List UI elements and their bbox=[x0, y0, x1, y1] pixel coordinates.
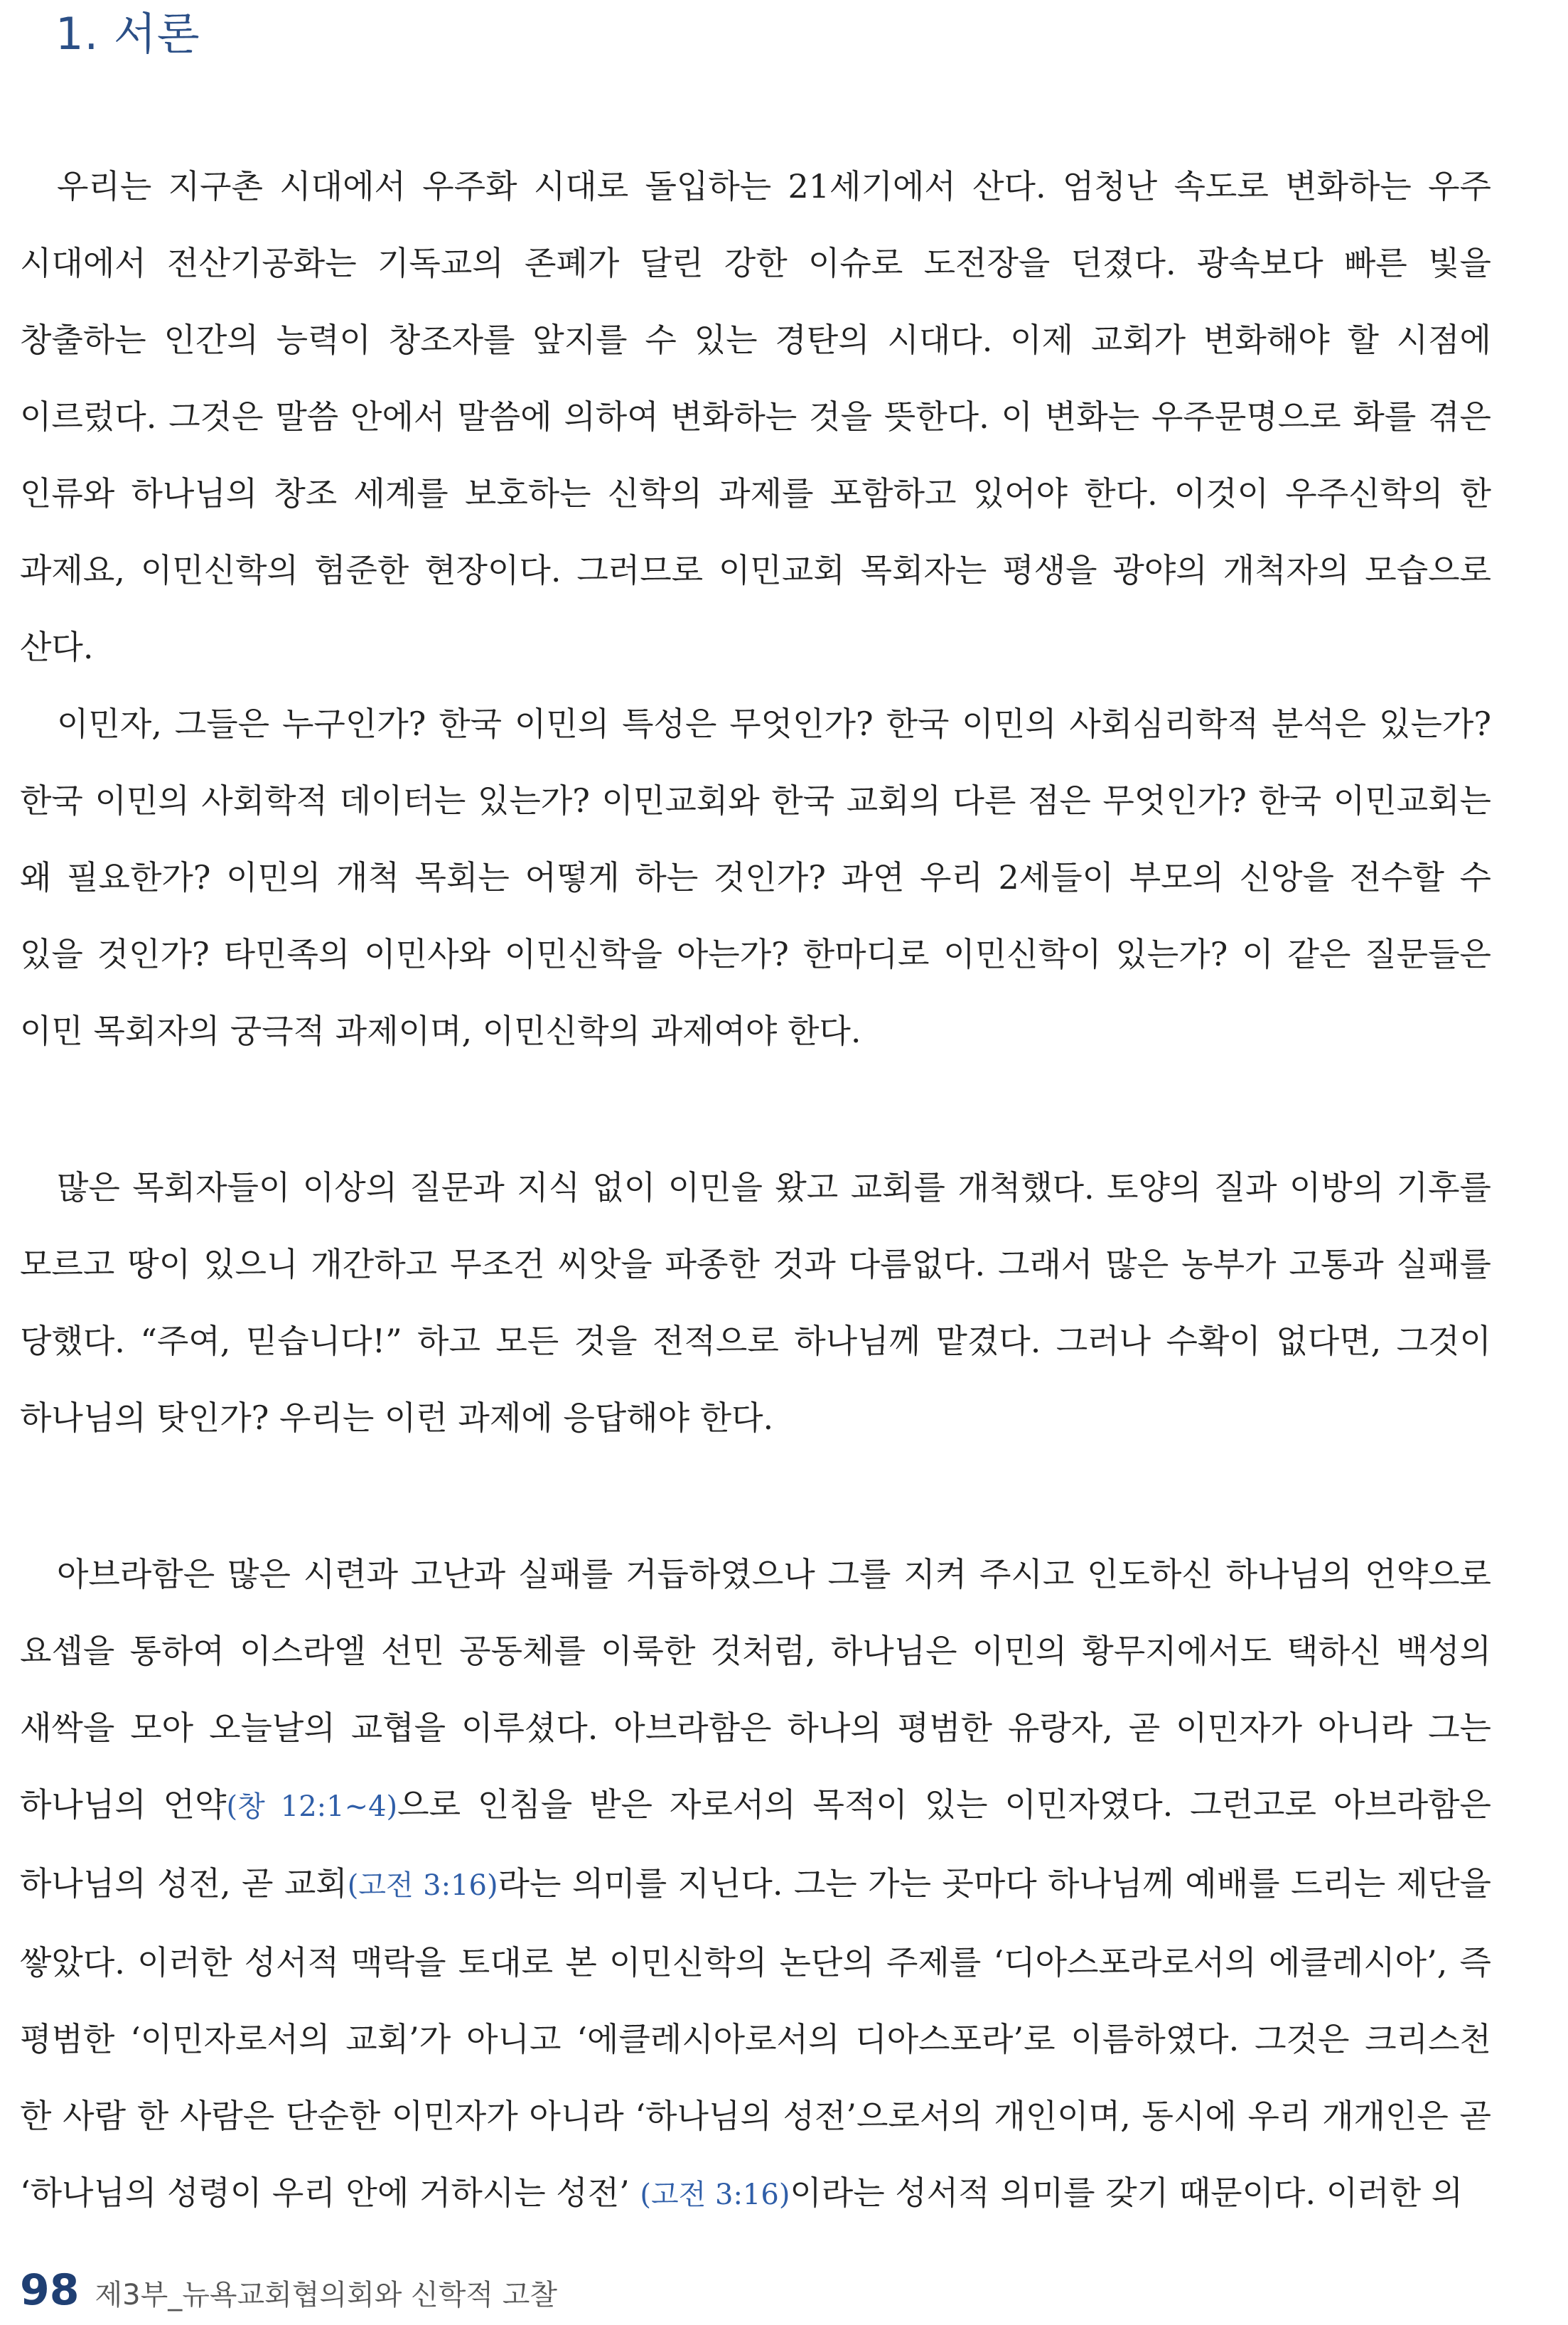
running-head: 제3부_뉴욕교회협의회와 신학적 고찰 bbox=[95, 2279, 557, 2311]
section-title: 1. 서론 bbox=[55, 8, 200, 60]
scripture-reference: (창 12:1~4) bbox=[226, 1790, 398, 1823]
paragraph-abraham bbox=[20, 1536, 1491, 2233]
paragraph-text: 우리는 지구촌 시대에서 우주화 시대로 돌입하는 21세기에서 산다. 엄청난 속도로 변화하는 우주 시대에서 전산기공화는 기독교의 존폐가 달린 강한 이슈로 도전장을 던졌다. 광속보다 빠른 빛을 창출하는 인간의 능력이 창조자를 앞지를 수 있는 경탄의 시대다. 이제 교회가 변화해야 할 시점에 이르렀다. 그것은 말씀 안에서 말씀에 의하여 변화하는 것을 뜻한다. 이 변화는 우주문명으로 화를 겪은 인류와 하나님의 창조 세계를 보호하는 신학의 과제를 포함하고 있어야 한다. 이것이 우주신학의 한 과제요, 이민신학의 험준한 현장이다. 그러므로 이민교회 목회자는 평생을 광야의 개척자의 모습으로 산다. bbox=[20, 167, 1491, 666]
scripture-reference: (고전 3:16) bbox=[640, 2179, 790, 2211]
page-number: 98 bbox=[20, 2265, 80, 2315]
paragraph-text: 이라는 성서적 의미를 갖기 때문이다. 이러한 의 bbox=[790, 2174, 1464, 2212]
body-text bbox=[20, 148, 1491, 2233]
paragraph-text: 아브라함은 많은 시련과 고난과 실패를 거듭하였으나 그를 지켜 주시고 인도하신 하나님의 언약으로 요셉을 통하여 이스라엘 선민 공동체를 이룩한 것처럼, 하나님은 이민의 황무지에서도 택하신 백성의 새싹을 모아 오늘날의 교협을 이루셨다. 아브라함은 하나의 평범한 유랑자, 곧 이민자가 아니라 그는 하나님의 언약 bbox=[20, 1555, 1491, 1824]
scripture-reference: (고전 3:16) bbox=[347, 1869, 498, 1902]
paragraph-pastors bbox=[20, 1149, 1491, 1456]
paragraph-questions bbox=[20, 685, 1491, 1069]
paragraph-text: 으로 인침을 받은 자로서의 목적이 있는 이민자였다. 그런고로 아브라함은 하나님의 성전, 곧 교회 bbox=[20, 1785, 1491, 1903]
page-footer bbox=[20, 2265, 557, 2322]
paragraph-intro bbox=[20, 148, 1491, 685]
paragraph-text: 많은 목회자들이 이상의 질문과 지식 없이 이민을 왔고 교회를 개척했다. 토양의 질과 이방의 기후를 모르고 땅이 있으니 개간하고 무조건 씨앗을 파종한 것과 다름없다. 그래서 많은 농부가 고통과 실패를 당했다. “주여, 믿습니다!” 하고 모든 것을 전적으로 하나님께 맡겼다. 그러나 수확이 없다면, 그것이 하나님의 탓인가? 우리는 이런 과제에 응답해야 한다. bbox=[20, 1168, 1491, 1437]
paragraph-text: 이민자, 그들은 누구인가? 한국 이민의 특성은 무엇인가? 한국 이민의 사회심리학적 분석은 있는가? 한국 이민의 사회학적 데이터는 있는가? 이민교회와 한국 교회의 다른 점은 무엇인가? 한국 이민교회는 왜 필요한가? 이민의 개척 목회는 어떻게 하는 것인가? 과연 우리 2세들이 부모의 신앙을 전수할 수 있을 것인가? 타민족의 이민사와 이민신학을 아는가? 한마디로 이민신학이 있는가? 이 같은 질문들은 이민 목회자의 궁극적 과제이며, 이민신학의 과제여야 한다. bbox=[20, 705, 1491, 1050]
paragraph-text: 라는 의미를 지닌다. 그는 가는 곳마다 하나님께 예배를 드리는 제단을 쌓았다. 이러한 성서적 맥락을 토대로 본 이민신학의 논단의 주제를 ‘디아스포라로서의 에클레시아’, 즉 평범한 ‘이민자로서의 교회’가 아니고 ‘에클레시아로서의 디아스포라’로 이름하였다. 그것은 크리스천 한 사람 한 사람은 단순한 이민자가 아니라 ‘하나님의 성전’으로서의 개인이며, 동시에 우리 개개인은 곧 ‘하나님의 성령이 우리 안에 거하시는 성전’ bbox=[20, 1864, 1491, 2212]
